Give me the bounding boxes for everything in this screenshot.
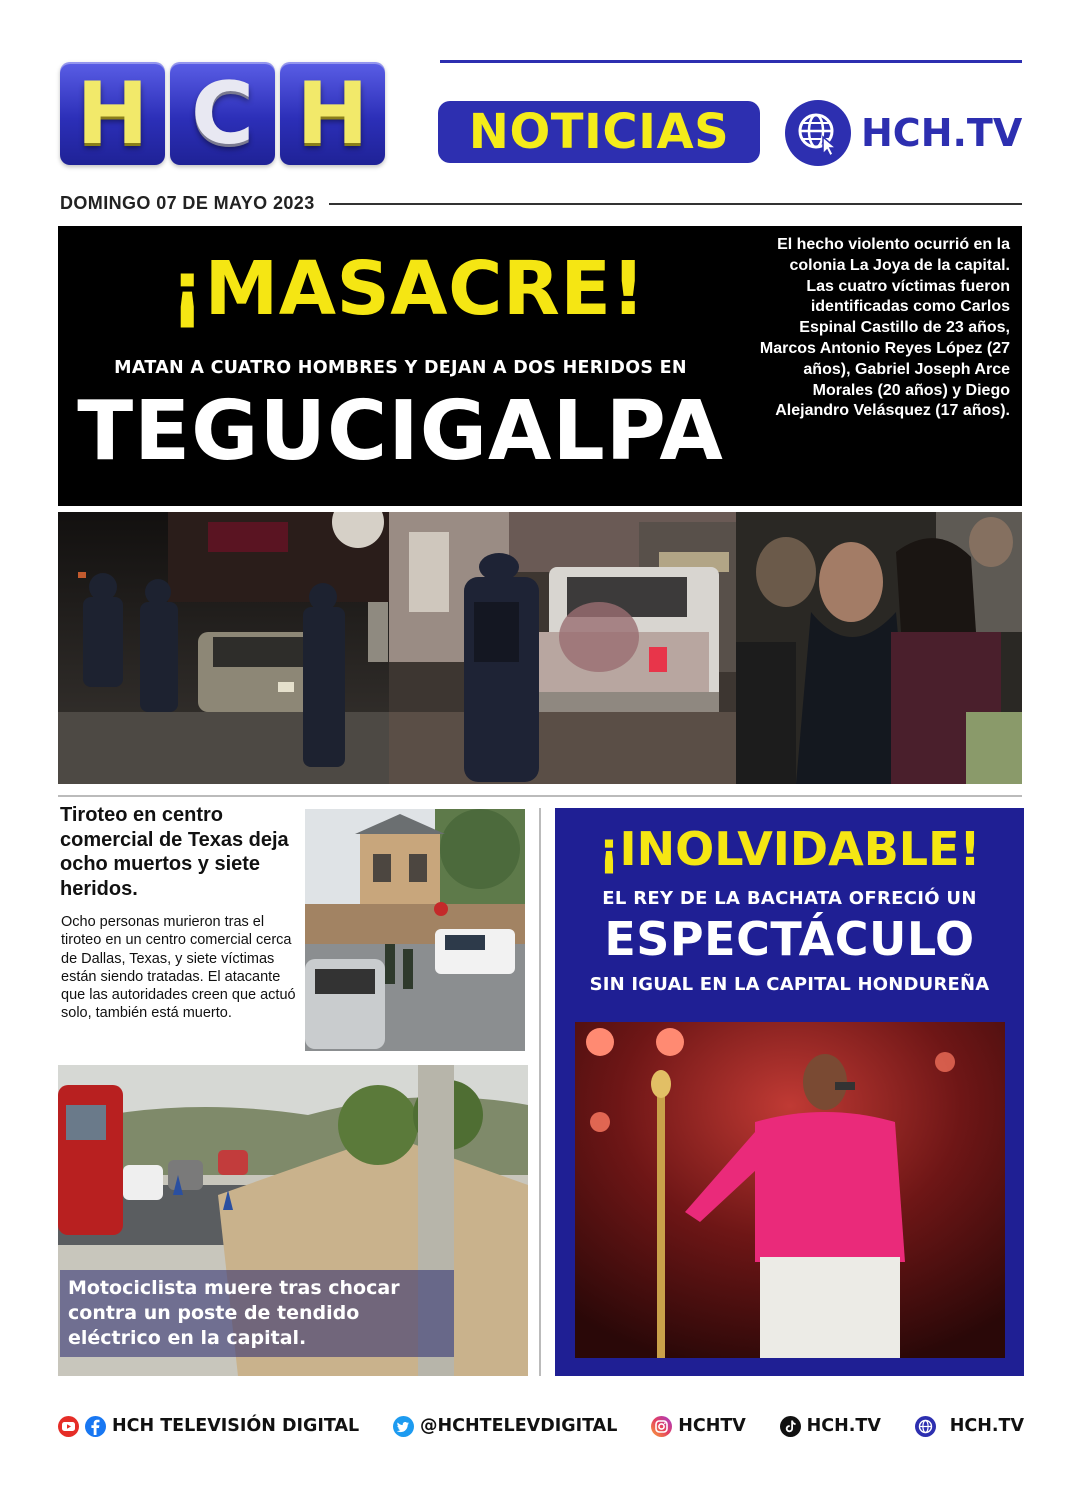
date-rule: [329, 203, 1022, 205]
header-divider: [440, 60, 1022, 63]
footer-label: HCH TELEVISIÓN DIGITAL: [112, 1416, 360, 1436]
issue-date: DOMINGO 07 DE MAYO 2023: [60, 193, 315, 213]
main-subhead: MATAN A CUATRO HOMBRES Y DEJAN A DOS HERIDOS EN: [114, 358, 687, 378]
police-night-street-photo[interactable]: [58, 512, 389, 784]
section-divider-vertical: [539, 808, 541, 1376]
main-location: TEGUCIGALPA: [77, 384, 724, 479]
main-headline: ¡MASACRE!: [170, 246, 646, 332]
globe-icon: [915, 1416, 936, 1437]
footer-instagram[interactable]: [651, 1416, 746, 1437]
bachata-subhead-2: SIN IGUAL EN LA CAPITAL HONDUREÑA: [589, 974, 990, 995]
website-label: HCH.TV: [861, 111, 1023, 155]
bachata-subhead-1: EL REY DE LA BACHATA OFRECIÓ UN: [602, 888, 977, 909]
footer-youtube-facebook[interactable]: [58, 1416, 359, 1437]
social-footer: [58, 1411, 1024, 1441]
footer-label: @HCHTELEVDIGITAL: [420, 1416, 618, 1436]
twitter-icon: [393, 1416, 414, 1437]
texas-mall-photo[interactable]: [305, 809, 525, 1051]
footer-tiktok[interactable]: [780, 1416, 881, 1437]
mourning-women-photo[interactable]: [736, 512, 1022, 784]
footer-label: HCHTV: [678, 1416, 746, 1436]
instagram-icon: [651, 1416, 672, 1437]
logo-letter: C: [190, 63, 255, 164]
hch-logo[interactable]: [60, 62, 385, 165]
logo-letter: H: [76, 63, 149, 164]
logo-tile-h1: [60, 62, 165, 165]
footer-website[interactable]: [915, 1416, 1024, 1437]
footer-label: HCH.TV: [949, 1416, 1024, 1436]
footer-twitter[interactable]: [393, 1416, 617, 1437]
pickup-truck-photo[interactable]: [389, 512, 736, 784]
section-badge: [438, 101, 760, 163]
main-description: El hecho violento ocurrió en la colonia La Joya de la capital. Las cuatro víctimas fueron identificadas como Carlos Espinal Castillo de 23 años, Marcos Antonio Reyes López (27 años), Gabriel Joseph Arce Morales (20 años) y Diego Alejandro Velásquez (17 años).: [759, 236, 1010, 420]
globe-cursor-icon: [785, 100, 851, 166]
section-label: NOTICIAS: [468, 104, 730, 160]
website-badge[interactable]: [785, 100, 1022, 166]
facebook-icon: [85, 1416, 106, 1437]
texas-story-title[interactable]: Tiroteo en centro comercial de Texas deja ocho muertos y siete heridos.: [60, 804, 289, 900]
section-divider-horizontal: [58, 795, 1022, 797]
concert-singer-photo[interactable]: [575, 1022, 1005, 1358]
logo-letter: H: [296, 63, 369, 164]
moto-story-caption[interactable]: Motociclista muere tras chocar contra un poste de tendido eléctrico en la capital.: [60, 1270, 454, 1357]
bachata-story-block[interactable]: [555, 808, 1024, 1376]
footer-label: HCH.TV: [806, 1416, 881, 1436]
logo-tile-c: [170, 62, 275, 165]
main-photo-strip: [58, 512, 1022, 784]
bachata-headline: ¡INOLVIDABLE!: [598, 822, 981, 876]
tiktok-icon: [780, 1416, 801, 1437]
dateline: [60, 193, 1022, 214]
main-story-block[interactable]: [58, 226, 1022, 506]
logo-tile-h2: [280, 62, 385, 165]
youtube-icon: [58, 1416, 79, 1437]
bachata-big-word: ESPECTÁCULO: [604, 912, 975, 966]
texas-story-body: Ocho personas murieron tras el tiroteo en un centro comercial cerca de Dallas, Texas, y siete víctimas están siendo tratadas. El atacante que las autoridades creen que actuó solo, también está muerto.: [61, 914, 296, 1022]
